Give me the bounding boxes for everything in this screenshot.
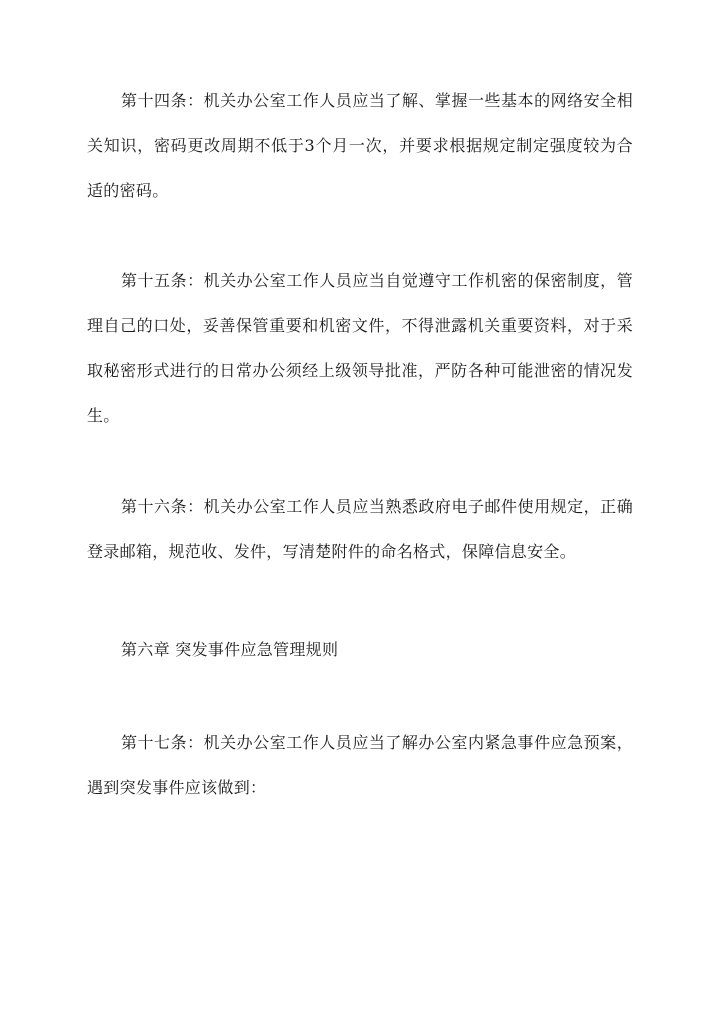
article-16-paragraph: 第十六条：机关办公室工作人员应当熟悉政府电子邮件使用规定，正确登录邮箱，规范收、发件，写清楚附件的命名格式，保障信息安全。 — [87, 497, 633, 561]
article-14-paragraph: 第十四条：机关办公室工作人员应当了解、掌握一些基本的网络安全相关知识，密码更改周期不低于3个月一次，并要求根据规定制定强度较为合适的密码。 — [87, 91, 633, 200]
chapter-heading: 第六章 突发事件应急管理规则 — [121, 640, 339, 659]
article-17-paragraph: 第十七条：机关办公室工作人员应当了解办公室内紧急事件应急预案，遇到突发事件应该做到： — [87, 733, 633, 797]
article-15-paragraph: 第十五条：机关办公室工作人员应当自觉遵守工作机密的保密制度，管理自己的口处，妥善保管重要和机密文件，不得泄露机关重要资料，对于采取秘密形式进行的日常办公须经上级领导批准，严防各种可能泄密的情况发生。 — [87, 271, 633, 425]
